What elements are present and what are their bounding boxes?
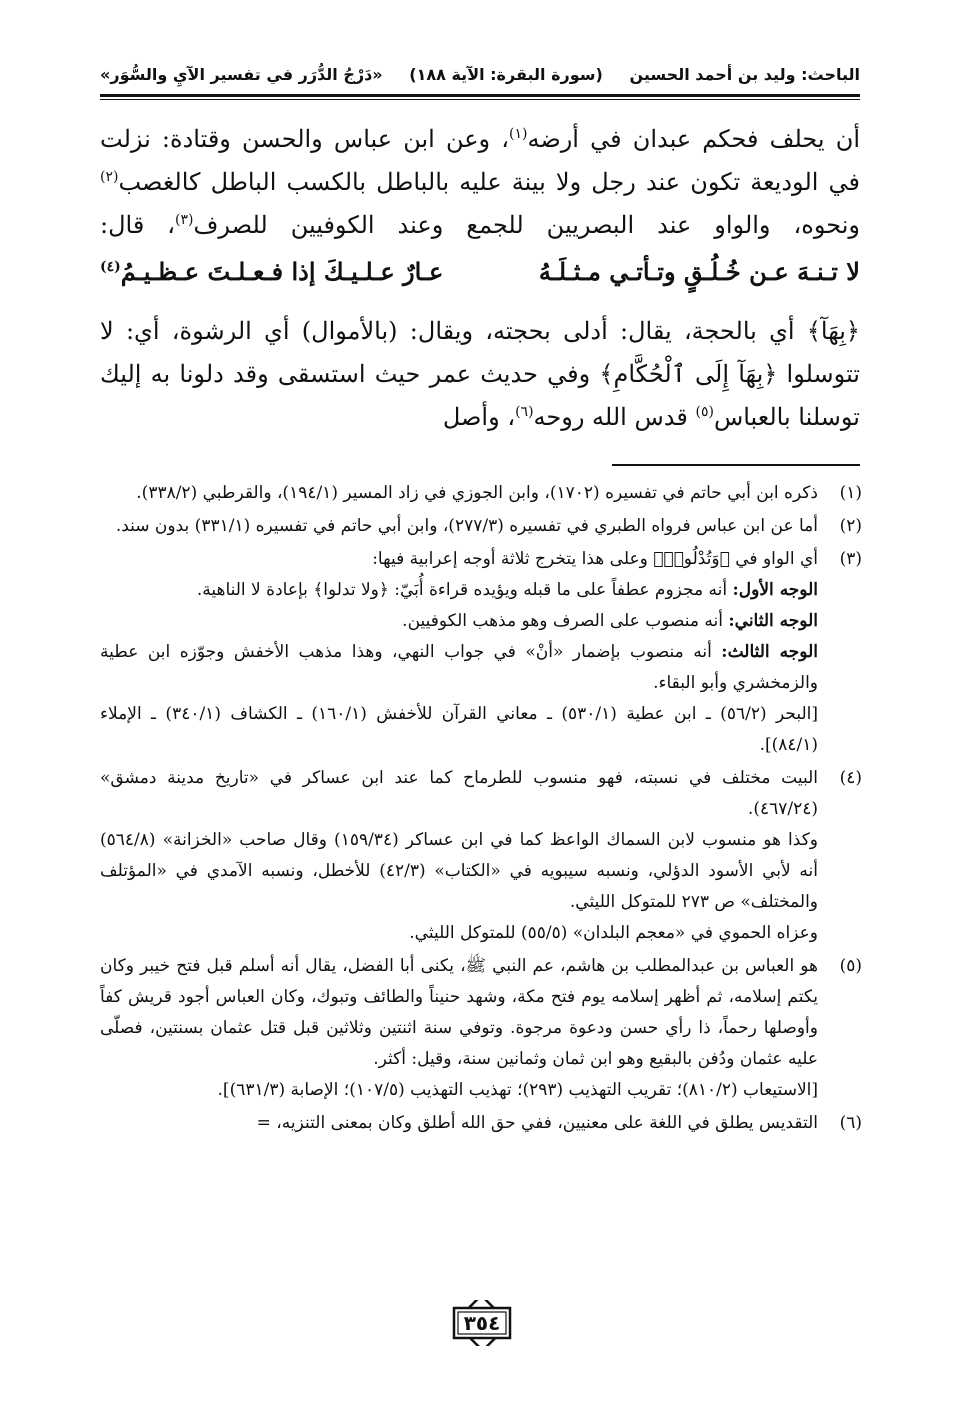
footnote-ref-2[interactable]: (٢) bbox=[100, 169, 119, 185]
footnote-ref-3[interactable]: (٣) bbox=[175, 212, 194, 228]
footnote-references: [الاستيعاب (٨١٠/٢)؛ تقريب التهذيب (٢٩٣)؛ تهذيب التهذيب (١٠٧/٥)؛ الإصابة (٦٣١/٣)]. bbox=[217, 1080, 818, 1100]
footnote-number: (٦) bbox=[839, 1113, 862, 1133]
footnote-number: (٣) bbox=[839, 549, 862, 569]
paragraph-1: أن يحلف فحكم عبدان في أرضه$^{(١)}$، وعن ابن عباس والحسن وقتادة: نزلت في الوديعة تكون عند رجل ولا بينة عليه بالباطل بالكسب الباطل كالغصب$^{(٢)}$ ونحوه، والواو عند البصريين للجمع وعند الكوفيين للصرف$^{(٣)}$، قال: bbox=[100, 125, 860, 239]
footnote-5: (٥) هو العباس بن عبدالمطلب بن هاشم، عم النبي ﷺ، يكنى أبا الفضل، يقال أنه أسلم قبل فتح خيبر وكان يكتم إسلامه، ثم أظهر إسلامه يوم فتح مكة، وشهد حنيناً والطائف وتبوك، وكان العباس أجود قريش كفاً وأوصلها رحماً، ذا رأي حسن ودعوة مرجوة. وتوفي سنة اثنتين وثلاثين قبل قتل عثمان بسنتين، فصلّى عليه عثمان ودُفن بالبقيع وهو ابن ثمان وثمانين سنة، وقيل: أكثر. [الاستيعاب (٨١٠/٢)؛ تقريب التهذيب (٢٩٣)؛ تهذيب التهذيب (١٠٧/٥)؛ الإصابة (٦٣١/٣)]. bbox=[100, 951, 862, 1106]
footnote-number: (٢) bbox=[839, 516, 862, 536]
footnote-1: (١) ذكره ابن أبي حاتم في تفسيره (١٧٠٢)، وابن الجوزي في زاد المسير (١٩٤/١)، والقرطبي (٣٣٨/٢). bbox=[100, 478, 862, 509]
main-text-top bbox=[100, 118, 860, 247]
verse-second-hemistich: عـارٌ عـلـيـكَ إذا فـعـلـتَ عـظـيـمُ$^{(٤)}$ bbox=[100, 256, 444, 286]
header-surah: (سورة البقرة: الآية ١٨٨) bbox=[409, 64, 603, 84]
header-rule-thick bbox=[100, 94, 860, 97]
footnote-6: (٦) التقديس يطلق في اللغة على معنيين، ففي حق الله أطلق وكان بمعنى التنزيه، = bbox=[100, 1108, 862, 1139]
footnote-references: [البحر (٥٦/٢) ـ ابن عطية (٥٣٠/١) ـ معاني القرآن للأخفش (١٦٠/١) ـ الكشاف (٣٤٠/١) ـ الإملاء (٨٤/١)]. bbox=[100, 704, 818, 755]
grammar-option-1: الوجه الأول: أنه مجزوم عطفاً على ما قبله ويؤيده قراءة أُبَيّ: ﴿ولا تدلوا﴾ بإعادة لا الناهية. bbox=[196, 580, 818, 600]
footnote-2: (٢) أما عن ابن عباس فرواه الطبري في تفسيره (٢٧٧/٣)، وابن أبي حاتم في تفسيره (٣٣١/١) بدون سند. bbox=[100, 511, 862, 542]
paragraph-2: ﴿بِهَآ﴾ أي بالحجة، يقال: أدلى بحجته، ويقال: (بالأموال) أي الرشوة، أي: لا تتوسلوا ﴿بِهَآ إِلَى ٱلْحُكَّامِ﴾ وفي حديث عمر حيث استسقى وقد دلونا به إليك توسلنا بالعباس$^{(٥)}$ قدس الله روحه$^{(٦)}$، وأصل bbox=[100, 317, 860, 431]
footnote-number: (١) bbox=[839, 483, 862, 503]
header-author: الباحث: وليد بن أحمد الحسين bbox=[629, 64, 860, 84]
footnote-number: (٥) bbox=[839, 956, 862, 976]
header-rule-thin bbox=[100, 99, 860, 100]
grammar-option-2: الوجه الثاني: أنه منصوب على الصرف وهو مذهب الكوفيين. bbox=[402, 611, 818, 631]
footnote-number: (٤) bbox=[839, 768, 862, 788]
footnote-ref-6[interactable]: (٦) bbox=[515, 404, 534, 420]
running-header bbox=[100, 58, 860, 90]
footnotes bbox=[100, 478, 862, 1141]
footnote-separator bbox=[612, 464, 860, 466]
footnote-4: (٤) البيت مختلف في نسبته، فهو منسوب للطرماح كما عند ابن عساكر في «تاريخ مدينة دمشق» (٤٦٧/٢٤). وكذا هو منسوب لابن السماك الواعظ كما في ابن عساكر (١٥٩/٣٤) وقال صاحب «الخزانة» (٥٦٤/٨) أنه لأبي الأسود الدؤلي، ونسبه سيبويه في «الكتاب» (٤٢/٣) للأخطل، ونسبه الآمدي في «المؤتلف والمختلف» ص ٢٧٣ للمتوكل الليثي. وعزاه الحموي في «معجم البلدان» (٥٥/٥) للمتوكل الليثي. bbox=[100, 763, 862, 949]
header-book-title: «دَرْجُ الدُّرَر في تفسير الآيِ والسُّوَر» bbox=[100, 64, 383, 84]
verse-first-hemistich: لا تـنـهَ عـن خُـلُـقٍ وتـأتـي مـثـلَـهُ bbox=[538, 256, 860, 286]
grammar-option-3: الوجه الثالث: أنه منصوب بإضمار «أنْ» في جواب النهي، وهذا مذهب الأخفش وجوّزه ابن عطية والزمخشري وأبو البقاء. bbox=[100, 642, 818, 693]
footnote-ref-4[interactable]: (٤) bbox=[100, 258, 121, 275]
footnote-3: (٣) أي الواو في ﴿وَتُدْلُوا۟﴾ وعلى هذا يتخرج ثلاثة أوجه إعرابية فيها: الوجه الأول: أنه مجزوم عطفاً على ما قبله ويؤيده قراءة أُبَيّ: ﴿ولا تدلوا﴾ بإعادة لا الناهية. الوجه الثاني: أنه منصوب على الصرف وهو مذهب الكوفيين. الوجه الثالث: أنه منصوب بإضمار «أنْ» في جواب النهي، وهذا مذهب الأخفش وجوّزه ابن عطية والزمخشري وأبو البقاء. [البحر (٥٦/٢) ـ ابن عطية (٥٣٠/١) ـ معاني القرآن للأخفش (١٦٠/١) ـ الكشاف (٣٤٠/١) ـ الإملاء (٨٤/١)]. bbox=[100, 544, 862, 761]
main-text-bottom bbox=[100, 310, 860, 439]
footnote-ref-5[interactable]: (٥) bbox=[695, 404, 714, 420]
poetry-verse bbox=[100, 248, 860, 294]
page-number bbox=[444, 1300, 520, 1346]
page-number-text: ٣٥٤ bbox=[463, 1311, 501, 1335]
footnote-ref-1[interactable]: (١) bbox=[509, 126, 528, 142]
